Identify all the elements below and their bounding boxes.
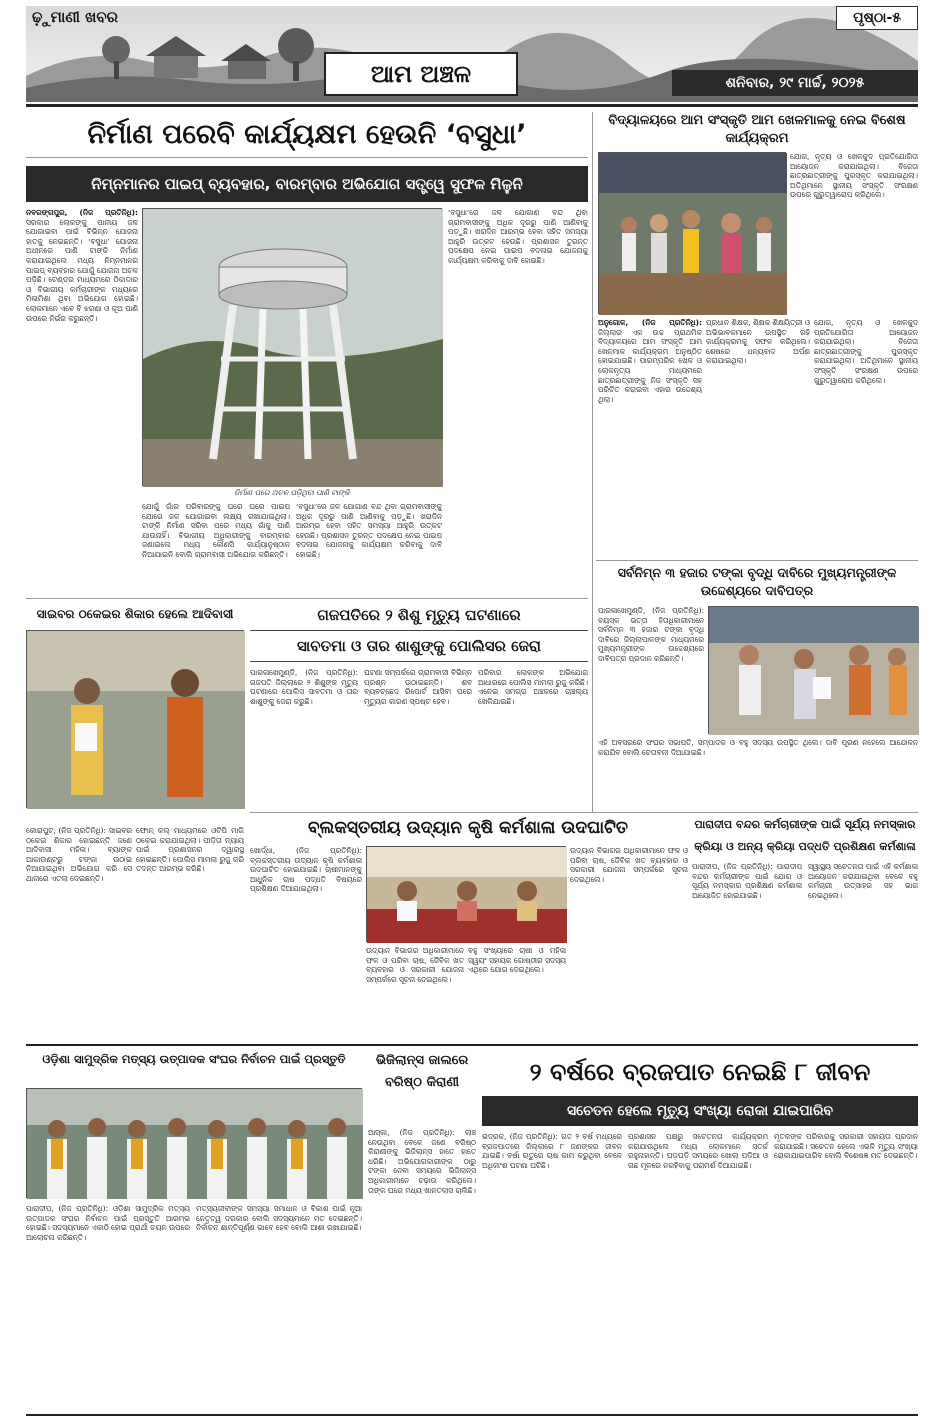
vigilance-col: ଆସ୍କା, (ନିଜ ପ୍ରତିନିଧି): ଲାଞ୍ଚ ନେଉଥିବା ବେଳେ ଜଣେ ବରିଷ୍ଠ କିରାଣୀଙ୍କୁ ଭିଜିଲାନ୍ସ ହାତେ ହାତେ ଧରିଛି। ଅଭିଯୋଗକାରୀଙ୍କ ଠାରୁ ଟଙ୍କା ନେବା ସମୟରେ ଭିଜିଲାନ୍ସ ଅଧିକାରୀମାନେ ଚଢ଼ାଉ କରିଥିଲେ। ତାଙ୍କ ଘରେ ମଧ୍ୟ ଖାନତଲାସ ଚାଲିଛି। [368, 1128, 476, 1195]
water-tank-photo [142, 208, 442, 486]
tribal-top-rule [26, 598, 588, 599]
vasudha-dateline: ନବରଙ୍ଗପୁର, (ନିଜ ପ୍ରତିନିଧି): [26, 208, 138, 217]
column-divider [592, 112, 593, 812]
horti-col-1: ଖୋର୍ଦ୍ଧା, (ନିଜ ପ୍ରତିନିଧି): ବ୍ଲକସ୍ତରୀୟ ଉଦ୍ୟାନ କୃଷି କର୍ମଶାଳା ଉଦଘାଟିତ ହୋଇଯାଇଛି। ଚାଷୀମାନଙ୍କୁ ଆଧୁନିକ ଚାଷ ପଦ୍ଧତି ବିଷୟରେ ପ୍ରଶିକ୍ଷଣ ଦିଆଯାଇଥିଲା। [250, 846, 362, 894]
horti-workshop-image [367, 847, 567, 943]
tribal-col-2: ଫୋନ୍ କଲ୍ ମାଧ୍ୟମରେ ଓଟିପି ମାଗି ଠକେଇ କରାଯାଇଥିଲା। ପୀଡ଼ିତା ନ୍ୟାୟ ପାଇଁ ପ୍ରଶାସନର ଦ୍ୱାରସ୍ଥ ହୋଇଛନ୍ତି। ପୋଲିସ ମାମଲା ରୁଜୁ କରି ତଦନ୍ତ ଆରମ୍ଭ କରିଛି। [136, 826, 244, 874]
brand-name: ଢ଼ୁମାଣୀ ଖବର [32, 8, 118, 26]
fish-photo [26, 1088, 362, 1198]
lightning-col-2: ପ୍ରଶାସନ ପକ୍ଷରୁ ସଚେତନତା କାର୍ଯ୍ୟକ୍ରମ କରାଯାଉଥିଲେ ମଧ୍ୟ ଲୋକମାନେ ସତର୍କ ରହୁନାହାନ୍ତି। ଘଡ଼ଘଡ଼ି ସମୟରେ ଖୋଲା ପଡ଼ିଆ ଓ ଗଛ ମୂଳରେ ନରହିବାକୁ ପରାମର୍ଶ ଦିଆଯାଇଛି। [628, 1132, 768, 1170]
water-tank-image [143, 209, 443, 487]
tribal-col-1: କୋରାପୁଟ, (ନିଜ ପ୍ରତିନିଧି): ସାଇବର ଠକେଇ ଶିକାର ହୋଇଛନ୍ତି ଜଣେ ଆଦିବାସୀ ମହିଳା। ବ୍ୟାଙ୍କ ଆକାଉଣ୍ଟରୁ ଟଙ୍କା ଉଠାଇ ନିଆଯାଇଥିବା ଅଭିଯୋଗ କରି ସେ ଥାନାରେ ଏତଲା ଦେଇଛନ୍ତି। [26, 826, 132, 883]
paradip-headline-1: ପାରାଦୀପ ବନ୍ଦର କର୍ମଚାରୀଙ୍କ ପାଇଁ ସୂର୍ଯ୍ୟ ନମସ୍କାର [694, 818, 916, 831]
culture-headline: ବିଦ୍ୟାଳୟରେ ଆମ ସଂସ୍କୃତି ଆମ ଖେଳମାଳକୁ ନେଇ ବିଶେଷ କାର୍ଯ୍ୟକ୍ରମ [608, 113, 906, 146]
memo-col-bottom: ଏହି ଅବସରରେ ସଂଘର ସଭାପତି, ସମ୍ପାଦକ ଓ ବହୁ ସଦସ୍ୟ ଉପସ୍ଥିତ ଥିଲେ। ଦାବି ପୂରଣ ନହେଲେ ଆନ୍ଦୋଳନ କରାଯିବ ବୋଲି ଚେତାବନୀ ଦିଆଯାଇଛି। [598, 738, 918, 757]
gajapati-headline: ସାବତମା ଓ ତାର ଶାଶୁଙ୍କୁ ପୋଲିସର ଜେରା [250, 630, 588, 662]
vasudha-subheadline: ନିମ୍ନମାନର ପାଇପ୍ ବ୍ୟବହାର, ବାରମ୍ବାର ଅଭିଯୋଗ ସତ୍ତ୍ୱେ ସୁଫଳ ମିଳୁନି [26, 166, 588, 202]
tribal-complainants-image [27, 631, 245, 809]
culture-text-left: ଜିଲ୍ଲାର ଏକ ଉଚ୍ଚ ପ୍ରାଥମିକ ବିଦ୍ୟାଳୟରେ ଆମ ସଂସ୍କୃତି ଆମ ଖେଳମାଳ କାର୍ଯ୍ୟକ୍ରମ ଅନୁଷ୍ଠିତ ହୋଇଯାଇଛି। ପାରମ୍ପରିକ ଖେଳ ଓ ଲୋକନୃତ୍ୟ ମାଧ୍ୟମରେ ଛାତ୍ରଛାତ୍ରୀଙ୍କୁ ନିଜ ସଂସ୍କୃତି ସହ ପରିଚିତ କରାଇବା ଏହାର ଉଦ୍ଦେଶ୍ୟ ଥିଲା। [598, 327, 702, 404]
issue-date: ଶନିବାର, ୨୯ ମାର୍ଚ୍ଚ, ୨୦୨୫ [672, 70, 918, 96]
memo-col-left: ପାରଳାଖେମୁଣ୍ଡି, (ନିଜ ପ୍ରତିନିଧି): ବୟସ୍କ ଭତ୍ତା ହିତାଧିକାରୀମାନେ ସର୍ବନିମ୍ନ ୩ ହଜାର ଟଙ୍କା ବୃଦ୍ଧି ଦାବିରେ ଜିଲ୍ଲାପାଳଙ୍କ ମାଧ୍ୟମରେ ମୁଖ୍ୟମନ୍ତ୍ରୀଙ୍କ ଉଦ୍ଦେଶ୍ୟରେ ଦାବିପତ୍ର ପ୍ରଦାନ କରିଛନ୍ତି। [598, 606, 704, 663]
culture-photo [598, 152, 786, 314]
vasudha-headline: ନିର୍ମାଣ ପରେବି କାର୍ଯ୍ୟକ୍ଷମ ହେଉନି ‘ବସୁଧା’ [26, 112, 588, 158]
fish-headline: ଓଡ଼ିଶା ସାମୁଦ୍ରିକ ମତ୍ସ୍ୟ ଉତ୍ପାଦକ ସଂଘର ନିର୍ବାଚନ ପାଇଁ ପ୍ରସ୍ତୁତି [42, 1052, 346, 1066]
tribal-photo [26, 630, 244, 808]
horti-col-2: ଉଦ୍ୟାନ ବିଭାଗର ଅଧିକାରୀମାନେ ଫଳ ଓ ପରିବା ଚାଷ, ଜୈବିକ ଖତ ବ୍ୟବହାର ଓ ସରକାରୀ ଯୋଜନା ସମ୍ପର୍କରେ ସୂଚନା ଦେଇଥିଲେ। [366, 946, 464, 984]
vigilance-headline: ଭିଜିଲାନ୍ସ ଜାଲରେ ବରିଷ୍ଠ କିରାଣୀ [375, 1053, 469, 1090]
vasudha-photo-caption: ନିର୍ମାଣ ପରେ ଅଚଳ ପଡ଼ିଥିବା ପାଣି ଟାଙ୍କି [234, 488, 350, 497]
vasudha-text-1: ସରକାର ଲୋକଙ୍କୁ ପାନୀୟ ଜଳ ଯୋଗାଇବା ପାଇଁ ବିଭିନ୍ନ ଯୋଜନା ହାତକୁ ନେଇଛନ୍ତି। ‘ବସୁଧା’ ଯୋଜନା ଅଧୀନରେ ପାଣି ଟାଙ୍କି ନିର୍ମାଣ କରାଯାଇଥିଲେ ମଧ୍ୟ ନିମ୍ନମାନର ପାଇପ୍ ବ୍ୟବହାର ଯୋଗୁଁ ଯୋଜନା ଅଚଳ ପଡ଼ିଛି। ଟେଣ୍ଡର ମାଧ୍ୟମରେ ଠିକାଦାର ଓ ବିଭାଗୀୟ କର୍ମଚାରୀଙ୍କ ମଧ୍ୟରେ ମିଳାମିଶା ଥିବା ଅଭିଯୋଗ ହୋଇଛି। ଲୋକମାନେ ଏବେ ବି ଝରଣା ଓ କୂଅ ପାଣି ଉପରେ ନିର୍ଭର କରୁଛନ୍ତି। [26, 217, 138, 323]
horti-col-4: ଉଦ୍ୟାନ ବିଭାଗର ଅଧିକାରୀମାନେ ଫଳ ଓ ପରିବା ଚାଷ, ଜୈବିକ ଖତ ବ୍ୟବହାର ଓ ସରକାରୀ ଯୋଜନା ସମ୍ପର୍କରେ ସୂଚନା ଦେଇଥିଲେ। [570, 846, 688, 884]
vasudha-col-1 [26, 208, 138, 594]
lightning-subheadline: ସଚେତନ ହେଲେ ମୃତ୍ୟୁ ସଂଖ୍ୟା ରୋକା ଯାଇପାରିବ [482, 1096, 918, 1126]
paradip-headline-2: କ୍ରିୟା ଓ ଅନ୍ୟ କ୍ରିୟା ପଦ୍ଧତି ପ୍ରଶିକ୍ଷଣ କର୍ମଶାଳା [694, 840, 916, 853]
fish-union-members-image [27, 1089, 363, 1199]
lightning-headline: ୨ ବର୍ଷରେ ବ୍ରଜପାତ ନେଇଛି ୮ ଜୀବନ [529, 1058, 871, 1086]
memo-headline: ସର୍ବନିମ୍ନ ୩ ହଜାର ଟଙ୍କା ବୃଦ୍ଧି ଦାବିରେ ମୁଖ୍ୟମନ୍ତ୍ରୀଙ୍କ ଉଦ୍ଦେଶ୍ୟରେ ଦାବିପତ୍ର [617, 565, 897, 598]
bottom-section-rule [26, 1044, 918, 1046]
page-number: ପୃଷ୍ଠା-୫ [836, 6, 918, 30]
vasudha-col-3: ‘ବସୁଧା’ରେ ଜଳ ଯୋଗାଣ ବନ୍ଦ ଥିବା ଗ୍ରାମବାସୀଙ୍କୁ ଅଧିକ ଦୂରରୁ ପାଣି ଆଣିବାକୁ ପଡ଼ୁଛି। ଖରାଦିନ ଆରମ୍ଭ ହେବା ସହିତ ସମସ୍ୟା ଆହୁରି ଉତ୍କଟ ହେଉଛି। ପ୍ରଶାସନ ତୁରନ୍ତ ପଦକ୍ଷେପ ନେଇ ପାଇପ ବଦଳାଇ ଯୋଜନାକୁ କାର୍ଯ୍ୟକ୍ଷମ କରିବାକୁ ଦାବି ହୋଇଛି। [448, 208, 588, 265]
masthead [26, 6, 918, 102]
memo-photo [708, 606, 918, 734]
lightning-col-3: ମୃତକଙ୍କ ପରିବାରକୁ ସରକାରୀ ସହାୟତା ପ୍ରଦାନ କରାଯାଇଛି। ସଚେତନ ହେଲେ ଏଭଳି ମୃତ୍ୟୁ ସଂଖ୍ୟା ରୋକାଯାଇପାରିବ ବୋଲି ବିଶେଷଜ୍ଞ ମତ ଦେଇଛନ୍ତି। [774, 1132, 918, 1161]
tribal-headline: ସାଇବର ଠକେଇର ଶିକାର ହେଲେ ଆଦିବାସୀ [36, 607, 234, 621]
lightning-col-1: ଭଦ୍ରକ, (ନିଜ ପ୍ରତିନିଧି): ଗତ ୨ ବର୍ଷ ମଧ୍ୟରେ ବ୍ରଜପାତରେ ଜିଲ୍ଲାରେ ୮ ଜଣଙ୍କର ଜୀବନ ଯାଇଛି। ବର୍ଷା ଋତୁରେ ଚାଷ କାମ କରୁଥିବା ବେଳେ ଅଧିକାଂଶ ଘଟଣା ଘଟିଛି। [482, 1132, 622, 1170]
section-title: ଆମ ଅଞ୍ଚଳ [324, 52, 518, 96]
culture-col-mid: ପ୍ରଧାନ ଶିକ୍ଷକ, ଶିକ୍ଷକ ଶିକ୍ଷୟିତ୍ରୀ ଓ ଅଭିଭାବକମାନେ ଉପସ୍ଥିତ ରହି କାର୍ଯ୍ୟକ୍ରମକୁ ସଫଳ କରିଥିଲେ। ଶେଷରେ ଧନ୍ୟବାଦ ଅର୍ପଣ କରାଯାଇଥିଲା। [706, 318, 810, 366]
masthead-rule [26, 104, 918, 107]
culture-col-left [598, 318, 702, 554]
memo-top-rule [596, 560, 918, 561]
paradip-col-2: ସ୍ୱାସ୍ଥ୍ୟ ସଚେତନତା ପାଇଁ ଏହି କର୍ମଶାଳା ଆୟୋଜନ କରାଯାଇଥିବା ବେଳେ ବହୁ କର୍ମଚାରୀ ଉତ୍ସାହର ସହ ଭାଗ ନେଇଥିଲେ। [808, 862, 918, 900]
vasudha-col-2b: ‘ବସୁଧା’ରେ ଜଳ ଯୋଗାଣ ବନ୍ଦ ଥିବା ଗ୍ରାମବାସୀଙ୍କୁ ଅଧିକ ଦୂରରୁ ପାଣି ଆଣିବାକୁ ପଡ଼ୁଛି। ଖରାଦିନ ଆରମ୍ଭ ହେବା ସହିତ ସମସ୍ୟା ଆହୁରି ଉତ୍କଟ ହେଉଛି। ପ୍ରଶାସନ ତୁରନ୍ତ ପଦକ୍ଷେପ ନେଇ ପାଇପ ବଦଳାଇ ଯୋଜନାକୁ କାର୍ଯ୍ୟକ୍ଷମ କରିବାକୁ ଦାବି ହୋଇଛି। [296, 502, 442, 559]
gajapati-col-1: ପାରଳାଖେମୁଣ୍ଡି, (ନିଜ ପ୍ରତିନିଧି): ଗଜପତି ଜିଲ୍ଲାରେ ୨ ଶିଶୁଙ୍କ ମୃତ୍ୟୁ ଘଟଣାରେ ପୋଲିସ ସାବତମା ଓ ତାର ଶାଶୁଙ୍କୁ ଜେରା କରୁଛି। [250, 668, 358, 706]
culture-col-right: ଯୋଗ, ନୃତ୍ୟ ଓ ଖେଳକୁଦ ପ୍ରତିଯୋଗିତା ଆୟୋଜନ କରାଯାଇଥିଲା। ବିଜେତା ଛାତ୍ରଛାତ୍ରୀଙ୍କୁ ପୁରସ୍କୃତ କରାଯାଇଥିଲା। ଅତିଥିମାନେ ସ୍ଥାନୀୟ ସଂସ୍କୃତି ସଂରକ୍ଷଣ ଉପରେ ଗୁରୁତ୍ୱାରୋପ କରିଥିଲେ। [790, 152, 918, 200]
horti-photo [366, 846, 566, 942]
horti-top-rule [250, 812, 918, 813]
culture-event-image [599, 153, 787, 315]
horti-headline: ବ୍ଲକସ୍ତରୀୟ ଉଦ୍ୟାନ କୃଷି କର୍ମଶାଳା ଉଦଘାଟିତ [307, 818, 629, 838]
horti-col-3: ବହୁ ସଂଖ୍ୟାରେ ଚାଷୀ ଓ ମହିଳା ସ୍ୱୟଂ ସହାୟକ ଗୋଷ୍ଠୀର ସଦସ୍ୟ ଏଥିରେ ଯୋଗ ଦେଇଥିଲେ। [468, 946, 566, 975]
gajapati-col-3: ପରିବାର ଲୋକଙ୍କ ଅଭିଯୋଗ ଆଧାରରେ ପୋଲିସ ମାମଲା ରୁଜୁ କରିଛି। ଏନେଇ ସମଗ୍ର ଅଞ୍ଚଳରେ ଚାଞ୍ଚଲ୍ୟ ଖେଳିଯାଇଛି। [478, 668, 588, 706]
culture-dateline: ଅନୁଗୋଳ, (ନିଜ ପ୍ରତିନିଧି): [598, 318, 702, 327]
gajapati-kicker: ଗଜପତିରେ ୨ ଶିଶୁ ମୃତ୍ୟୁ ଘଟଣାରେ [317, 606, 521, 624]
gajapati-col-2: ଘଟଣା ସମ୍ପର୍କରେ ଗ୍ରାମବାସୀ ବିଭିନ୍ନ ପ୍ରଶ୍ନ ଉଠାଇଛନ୍ତି। ଶବ ବ୍ୟବଚ୍ଛେଦ ରିପୋର୍ଟ ଆସିବା ପରେ ମୃତ୍ୟୁର କାରଣ ସ୍ପଷ୍ଟ ହେବ। [364, 668, 472, 706]
culture-col-end: ଯୋଗ, ନୃତ୍ୟ ଓ ଖେଳକୁଦ ପ୍ରତିଯୋଗିତା ଆୟୋଜନ କରାଯାଇଥିଲା। ବିଜେତା ଛାତ୍ରଛାତ୍ରୀଙ୍କୁ ପୁରସ୍କୃତ କରାଯାଇଥିଲା। ଅତିଥିମାନେ ସ୍ଥାନୀୟ ସଂସ୍କୃତି ସଂରକ୍ଷଣ ଉପରେ ଗୁରୁତ୍ୱାରୋପ କରିଥିଲେ। [814, 318, 918, 385]
vasudha-col-2: ଯୋଗୁଁ ଗାଁର ପରିବାରଙ୍କୁ ଘରେ ଘରେ ପାଇପ ଯୋଗେ ଜଳ ଯୋଗାଇବା ଲକ୍ଷ୍ୟ ରଖାଯାଇଥିଲା। ଟାଙ୍କି ନିର୍ମାଣ ସରିବା ପରେ ମଧ୍ୟ ଗାଁକୁ ପାଣି ଯାଉନାହିଁ। ବିଭାଗୀୟ ଅଧିକାରୀଙ୍କୁ ବାରମ୍ବାର ଜଣାଇଲେ ମଧ୍ୟ କୌଣସି କାର୍ଯ୍ୟାନୁଷ୍ଠାନ ନିଆଯାଇନି ବୋଲି ଗ୍ରାମବାସୀ ଅଭିଯୋଗ କରିଛନ୍ତି। [142, 502, 290, 559]
memo-submission-image [709, 607, 919, 735]
fish-col-1: ପାରାଦୀପ, (ନିଜ ପ୍ରତିନିଧି): ଓଡ଼ିଶା ସାମୁଦ୍ରିକ ମତ୍ସ୍ୟ ଉତ୍ପାଦକ ସଂଘର ନିର୍ବାଚନ ପାଇଁ ପ୍ରସ୍ତୁତି ଆରମ୍ଭ ହୋଇଛି। ସଦସ୍ୟମାନେ ଏକାଠି ହୋଇ ପ୍ରାର୍ଥୀ ଚୟନ ଉପରେ ଆଲୋଚନା କରିଛନ୍ତି। [26, 1204, 190, 1242]
fish-col-2: ମତ୍ସ୍ୟଜୀବୀଙ୍କ ସମସ୍ୟା ସମାଧାନ ଓ ବିକାଶ ପାଇଁ ନୂଆ ନେତୃତ୍ୱ ଦରକାର ବୋଲି ସଦସ୍ୟମାନେ ମତ ଦେଇଛନ୍ତି। ନିର୍ବାଚନ ଶାନ୍ତିପୂର୍ଣ୍ଣ ଭାବେ ହେବ ବୋଲି ଆଶା ରଖାଯାଇଛି। [196, 1204, 362, 1233]
footer-rule [26, 1414, 918, 1416]
paradip-col-1: ପାରାଦୀପ, (ନିଜ ପ୍ରତିନିଧି): ପାରାଦୀପ ବନ୍ଦର କର୍ମଚାରୀଙ୍କ ପାଇଁ ଯୋଗ ଓ ସୂର୍ଯ୍ୟ ନମସ୍କାର ପ୍ରଶିକ୍ଷଣ କର୍ମଶାଳା ଆୟୋଜିତ ହୋଇଯାଇଛି। [692, 862, 802, 900]
